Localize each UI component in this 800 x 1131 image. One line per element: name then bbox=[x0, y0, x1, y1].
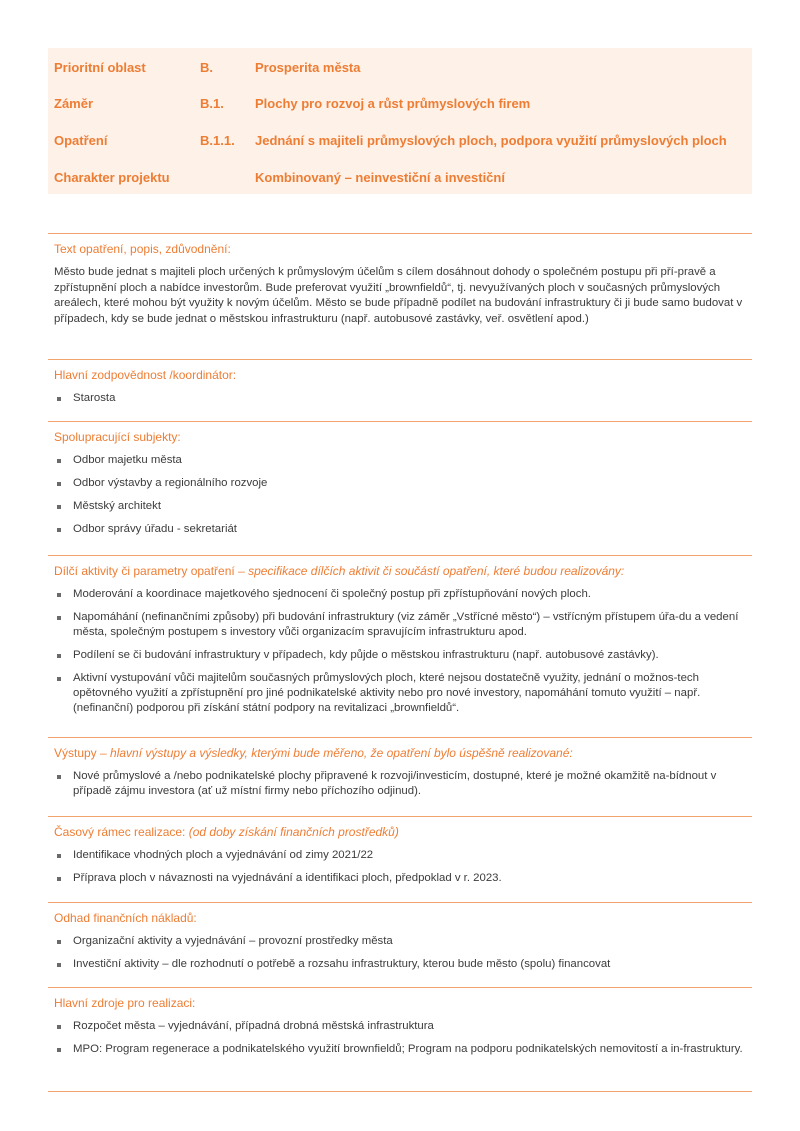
list-item: Příprava ploch v návaznosti na vyjednávání a identifikaci ploch, předpoklad v r. 2023. bbox=[48, 871, 752, 886]
list-item: Odbor výstavby a regionálního rozvoje bbox=[48, 476, 752, 491]
header-code: B.1. bbox=[200, 96, 224, 111]
list-item: Aktivní vystupování vůči majitelům současných průmyslových ploch, které nejsou dostatečně využity, jednání o možnos-tech opětovného využití a zpřístupnění pro jiné podnikatelské aktivity nebo pro nové investory, napomáhání tomuto využití – např. (nefinanční) podporou při získání státní podpory na revitalizaci „brownfieldů“. bbox=[48, 671, 752, 716]
section-title: Hlavní zdroje pro realizaci: bbox=[54, 996, 196, 1010]
header-label: Opatření bbox=[54, 133, 108, 148]
header-row-character bbox=[48, 170, 752, 190]
list-item: Nové průmyslové a /nebo podnikatelské plochy připravené k rozvoji/investicím, dostupné, které je možné okamžitě na-bídnout v případě zájmu investora (ať už místní firmy nebo příchozího odjinud). bbox=[48, 769, 752, 799]
section-title: Spolupracující subjekty: bbox=[54, 430, 181, 444]
section-title: Text opatření, popis, zdůvodnění: bbox=[54, 242, 231, 256]
header-row-priority bbox=[48, 60, 752, 80]
section-title-sub: – hlavní výstupy a výsledky, kterými bude měřeno, že opatření bylo úspěšně realizované: bbox=[96, 746, 573, 760]
section-outputs bbox=[48, 737, 752, 807]
list-item: Organizační aktivity a vyjednávání – provozní prostředky města bbox=[48, 934, 752, 949]
section-responsibility bbox=[48, 359, 752, 414]
section-title-sub: (od doby získání finančních prostředků) bbox=[188, 825, 399, 839]
section-title-main: Dílčí aktivity či parametry opatření bbox=[54, 564, 235, 578]
section-title bbox=[54, 825, 752, 839]
header-row-intent bbox=[48, 96, 752, 116]
section-title: Hlavní zodpovědnost /koordinátor: bbox=[54, 368, 237, 382]
section-title bbox=[54, 564, 752, 578]
header-label: Záměr bbox=[54, 96, 94, 111]
header-code: B. bbox=[200, 60, 213, 75]
header-value: Prosperita města bbox=[255, 60, 361, 75]
header-value: Jednání s majiteli průmyslových ploch, podpora využití průmyslových ploch bbox=[255, 133, 727, 148]
list-item: Městský architekt bbox=[48, 499, 752, 514]
header-value: Plochy pro rozvoj a růst průmyslových firem bbox=[255, 96, 531, 111]
list-item: Napomáhání (nefinančními způsoby) při budování infrastruktury (viz záměr „Vstřícné město“) – vstřícným přístupem úřa-du a vedení města, společným postupem s investory vůči organizacím spravujícím infrastrukturu apod. bbox=[48, 610, 752, 640]
list-item: Starosta bbox=[48, 391, 752, 406]
list-item: Moderování a koordinace majetkového sjednocení či společný postup při zpřístupňování nových ploch. bbox=[48, 587, 752, 602]
section-costs bbox=[48, 902, 752, 980]
header-row-measure bbox=[48, 133, 752, 153]
section-title bbox=[54, 746, 752, 760]
header-value: Kombinovaný – neinvestiční a investiční bbox=[255, 170, 505, 185]
list-item: Rozpočet města – vyjednávání, případná drobná městská infrastruktura bbox=[48, 1019, 752, 1034]
section-title-main: Časový rámec realizace: bbox=[54, 825, 189, 839]
project-header bbox=[48, 48, 752, 194]
section-activities bbox=[48, 555, 752, 724]
header-label: Charakter projektu bbox=[54, 170, 170, 185]
list-item: Odbor správy úřadu - sekretariát bbox=[48, 522, 752, 537]
header-code: B.1.1. bbox=[200, 133, 235, 148]
list-item: Identifikace vhodných ploch a vyjednávání od zimy 2021/22 bbox=[48, 848, 752, 863]
list-item: Odbor majetku města bbox=[48, 453, 752, 468]
list-item: Investiční aktivity – dle rozhodnutí o potřebě a rozsahu infrastruktury, kterou bude město (spolu) financovat bbox=[48, 957, 752, 972]
section-partners bbox=[48, 421, 752, 545]
section-title: Odhad finančních nákladů: bbox=[54, 911, 197, 925]
header-label: Prioritní oblast bbox=[54, 60, 146, 75]
section-description bbox=[48, 233, 752, 327]
list-item: Podílení se či budování infrastruktury v případech, kdy půjde o městskou infrastrukturu (např. autobusové zastávky). bbox=[48, 648, 752, 663]
section-title-sub: – specifikace dílčích aktivit či součástí opatření, které budou realizovány: bbox=[234, 564, 625, 578]
description-text: Město bude jednat s majiteli ploch určených k průmyslovým účelům s cílem dosáhnout dohody o společném postupu při pří-pravě a zpřístupnění ploch a nabídce investorům. Bude preferovat využití „brownfieldů“, tj. nevyužívaných ploch v současných průmyslových areálech, které mohou být využity k novým účelům. Město se bude případně podílet na budování infrastruktury či ji bude samo budovat v případech, kdy se bude jednat o městskou infrastrukturu (např. autobusové zastávky, veř. osvětlení apod.) bbox=[54, 266, 743, 325]
section-sources bbox=[48, 987, 752, 1092]
section-timeframe bbox=[48, 816, 752, 894]
list-item: MPO: Program regenerace a podnikatelského využití brownfieldů; Program na podporu podnikatelských nemovitostí a in-frastruktury. bbox=[48, 1042, 752, 1057]
section-title-main: Výstupy bbox=[54, 746, 97, 760]
